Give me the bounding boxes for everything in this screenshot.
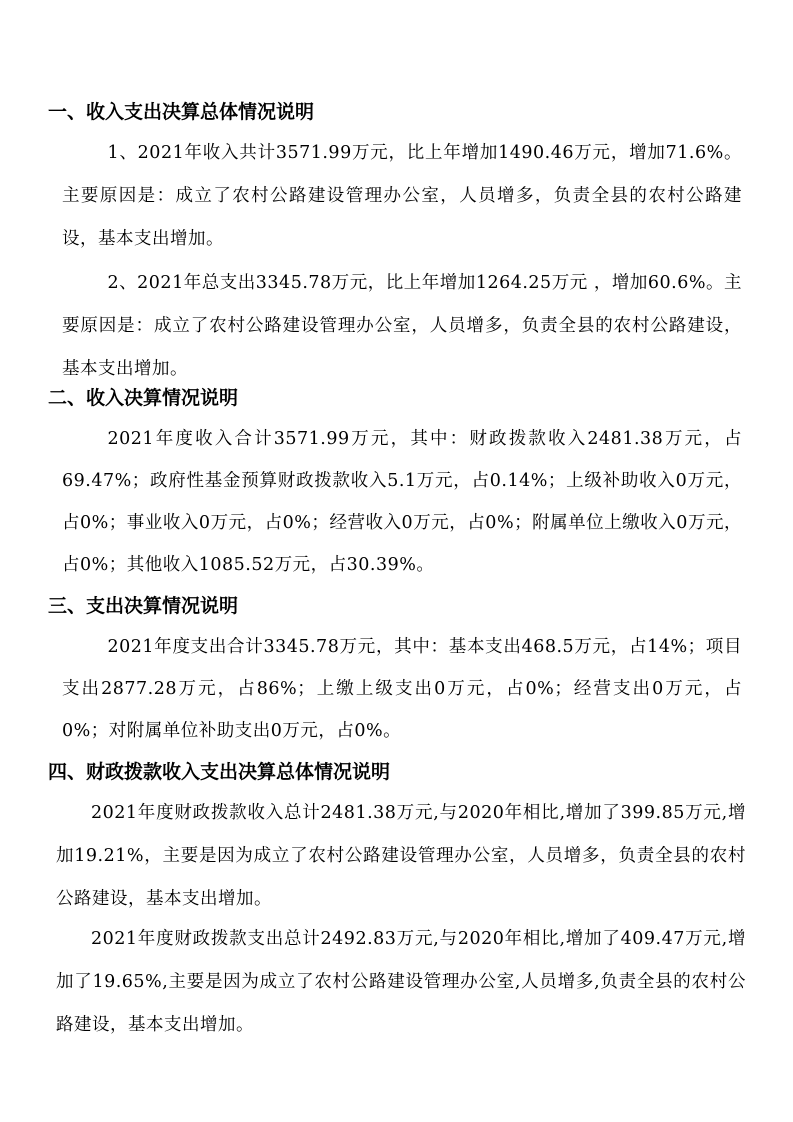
paragraph-fiscal-expense: 2021年度财政拨款支出总计2492.83万元,与2020年相比,增加了409.47万元,增加了19.65%,主要是因为成立了农村公路建设管理办公室,人员增多,负责全县的农村公路建设，基本支出增加。: [56, 929, 746, 1035]
section-heading-4: 四、财政拨款收入支出决算总体情况说明: [48, 761, 391, 783]
paragraph-fiscal-income: 2021年度财政拨款收入总计2481.38万元,与2020年相比,增加了399.85万元,增加19.21%，主要是因为成立了农村公路建设管理办公室，人员增多，负责全县的农村公路建设，基本支出增加。: [56, 803, 746, 909]
section-heading-3: 三、支出决算情况说明: [48, 595, 239, 617]
section-heading-1: 一、收入支出决算总体情况说明: [48, 101, 315, 123]
paragraph-income-expense-2: 2、2021年总支出3345.78万元，比上年增加1264.25万元 ，增加60.6%。主要原因是：成立了农村公路建设管理办公室，人员增多，负责全县的农村公路建设，基本支出增加。: [62, 273, 742, 379]
section-heading-2: 二、收入决算情况说明: [48, 387, 239, 409]
paragraph-income-detail: 2021年度收入合计3571.99万元，其中：财政拨款收入2481.38万元，占69.47%；政府性基金预算财政拨款收入5.1万元，占0.14%；上级补助收入0万元，占0%；事业收入0万元，占0%；经营收入0万元，占0%；附属单位上缴收入0万元，占0%；其他收入1085.52万元，占30.39%。: [62, 429, 742, 575]
paragraph-expense-detail: 2021年度支出合计3345.78万元，其中：基本支出468.5万元，占14%；项目支出2877.28万元，占86%；上缴上级支出0万元，占0%；经营支出0万元，占0%；对附属单位补助支出0万元，占0%。: [62, 637, 742, 741]
paragraph-income-expense-1: 1、2021年收入共计3571.99万元，比上年增加1490.46万元，增加71.6%。主要原因是：成立了农村公路建设管理办公室，人员增多，负责全县的农村公路建设，基本支出增加。: [62, 143, 742, 249]
